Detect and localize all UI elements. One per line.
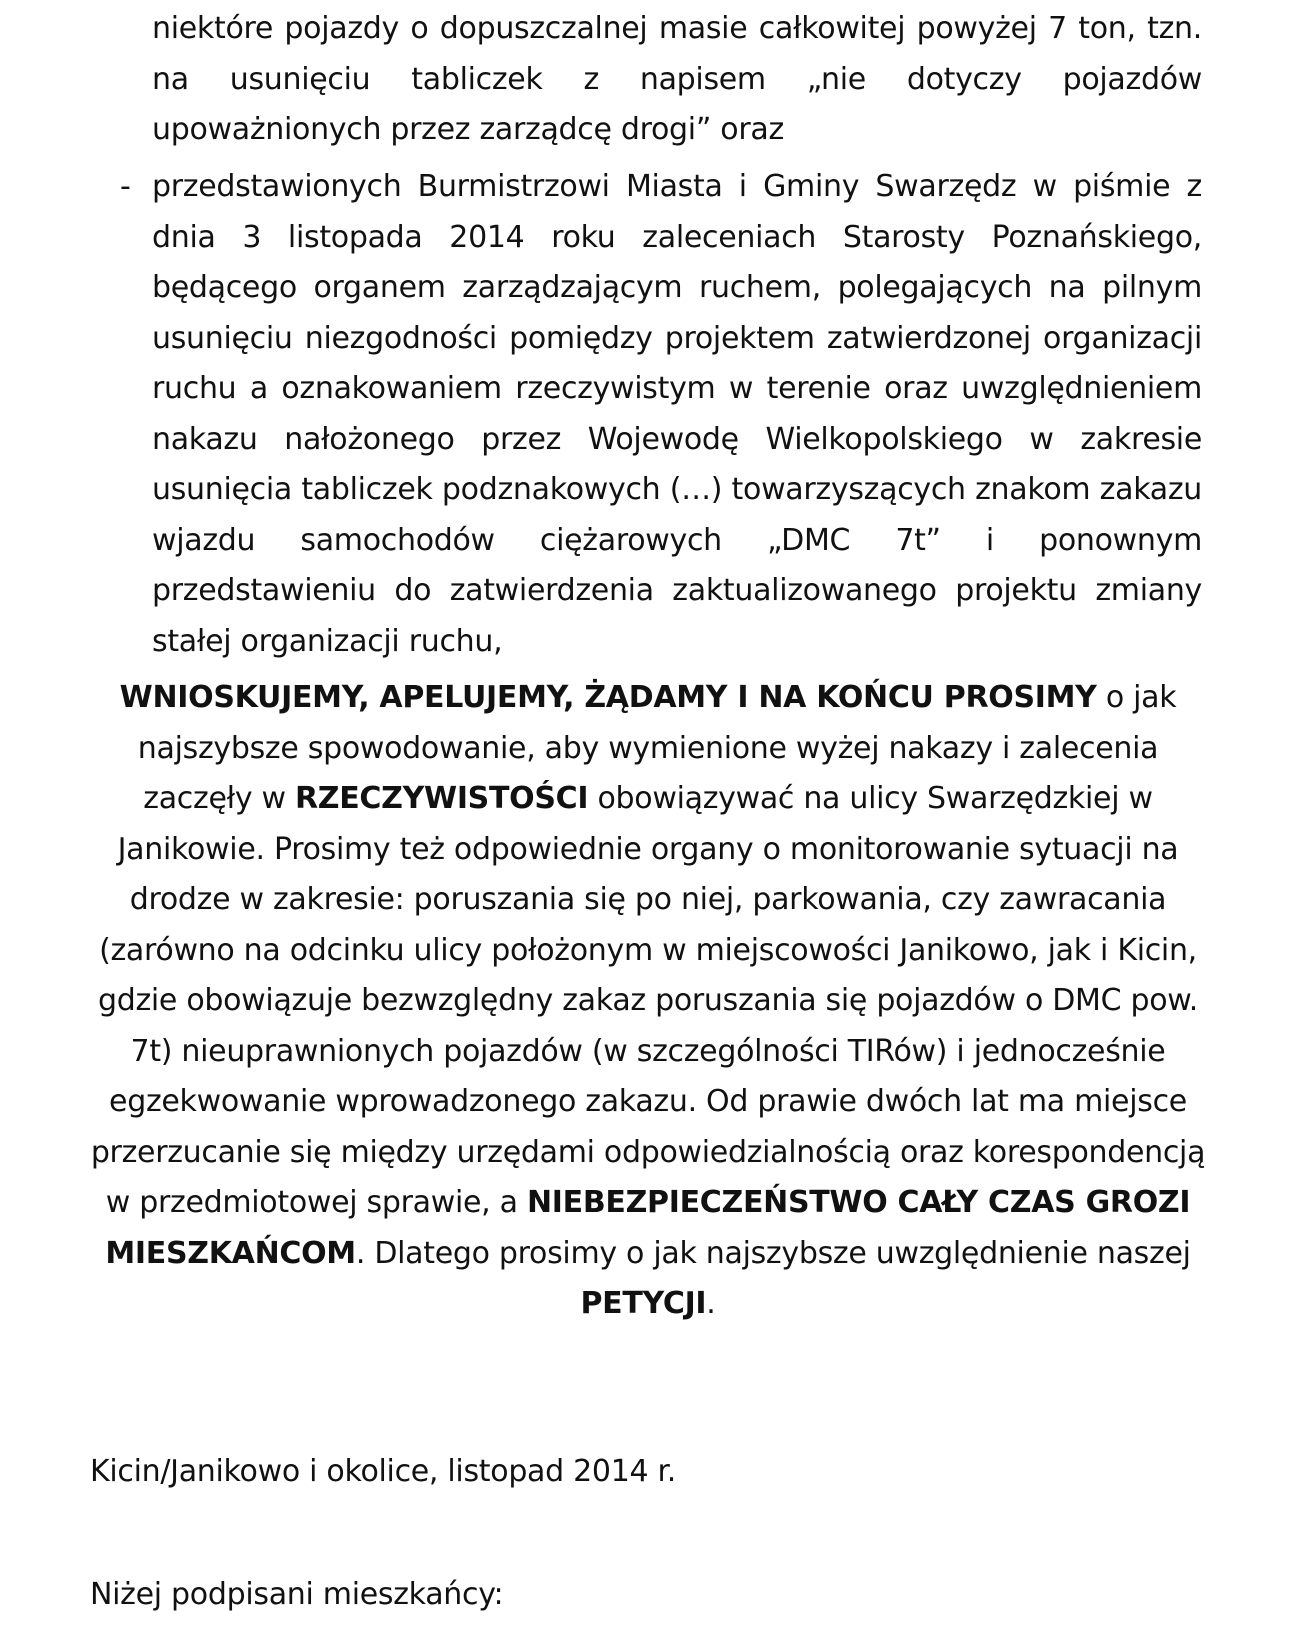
place-and-date: Kicin/Janikowo i okolice, listopad 2014 r. bbox=[90, 1454, 677, 1489]
appeal-demand-bold: WNIOSKUJEMY, APELUJEMY, ŻĄDAMY I NA KOŃCU PROSIMY bbox=[119, 680, 1097, 715]
appeal-text: obowiązywać na ulicy Swarzędzkiej w Janikowie. Prosimy też odpowiednie organy o monitorowanie sytuacji na drodze w zakresie: poruszania się po niej, parkowania, czy zawracania (zarówno na odcinku ulicy położonym w miejscowości Janikowo, jak i Kicin, gdzie obowiązuje bezwzględny zakaz poruszania się pojazdów o DMC pow. 7t) nieuprawnionych pojazdów (w szczególności TIRów) i jednocześnie egzekwowanie wprowadzonego zakazu. Od prawie dwóch lat ma miejsce przerzucanie się między urzędami odpowiedzialnością oraz korespondencją w przedmiotowej sprawie, a bbox=[90, 781, 1206, 1220]
danger-bold: NIEBEZPIECZEŃSTWO CAŁY CZAS GROZI MIESZKAŃCOM bbox=[105, 1185, 1191, 1271]
appeal-text: o jak najszybsze spowodowanie, aby wymienione wyżej nakazy i zalecenia zaczęły w bbox=[137, 680, 1177, 816]
list-item-continued bbox=[152, 4, 1202, 156]
list-item-text: niektóre pojazdy o dopuszczalnej masie całkowitej powyżej 7 ton, tzn. na usunięciu tabliczek z napisem „nie dotyczy pojazdów upoważnionych przez zarządcę drogi” oraz bbox=[152, 11, 1202, 147]
list-bullet-dash: - bbox=[120, 169, 131, 204]
list-item-text: przedstawionych Burmistrzowi Miasta i Gminy Swarzędz w piśmie z dnia 3 listopada 2014 roku zaleceniach Starosty Poznańskiego, będącego organem zarządzającym ruchem, polegających na pilnym usunięciu niezgodności pomiędzy projektem zatwierdzonej organizacji ruchu a oznakowaniem rzeczywistym w terenie oraz uwzględnieniem nakazu nałożonego przez Wojewodę Wielkopolskiego w zakresie usunięcia tabliczek podznakowych (…) towarzyszących znakom zakazu wjazdu samochodów ciężarowych „DMC 7t” i ponownym przedstawieniu do zatwierdzenia zaktualizowanego projektu zmiany stałej organizacji ruchu, bbox=[152, 169, 1202, 659]
petition-bold: PETYCJI bbox=[580, 1286, 707, 1321]
appeal-text: . Dlatego prosimy o jak najszybsze uwzględnienie naszej bbox=[355, 1235, 1191, 1271]
reality-bold: RZECZYWISTOŚCI bbox=[294, 781, 589, 816]
signatories-label: Niżej podpisani mieszkańcy: bbox=[90, 1577, 504, 1612]
appeal-text: . bbox=[706, 1286, 716, 1321]
appeal-paragraph bbox=[88, 673, 1208, 1330]
list-item bbox=[120, 162, 1202, 667]
